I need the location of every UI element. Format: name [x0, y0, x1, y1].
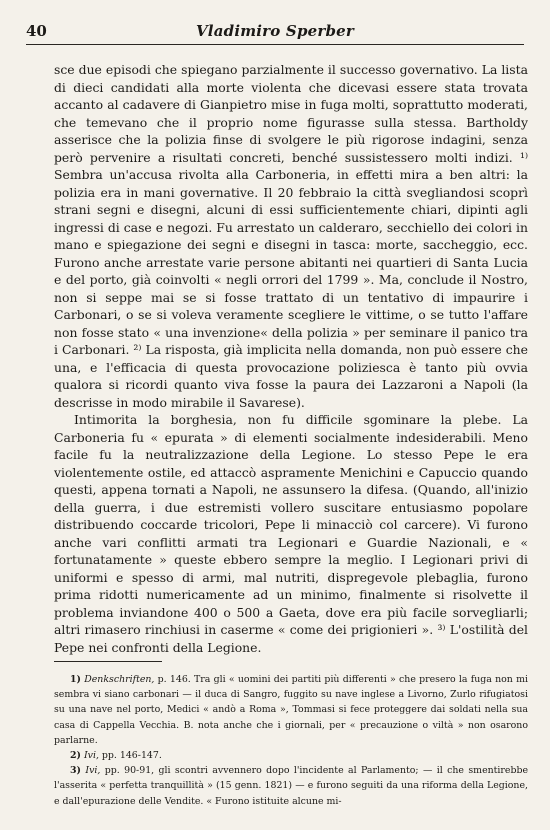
footnote-text: pp. 146-147.: [98, 750, 162, 762]
footnote-number: 3): [70, 765, 81, 777]
footnote-2: [54, 748, 528, 763]
footnote-source: Ivi,: [85, 765, 101, 777]
footnote-source: Ivi,: [83, 750, 99, 762]
footnote-number: 2): [70, 750, 81, 762]
header-rule: [26, 44, 524, 45]
paragraph-1: sce due episodi che spiegano parzialmente il successo governativo. La lista di dieci candidati alla morte violenta che dicevasi essere stata trovata accanto al cadavere di Gianpietro mise in fuga molti, soprattutto moderati, che temevano che il proprio nome figurasse sulla stessa. Bartholdy asserisce che la polizia finse di svolgere le più rigorose indagini, senza però pervenire a risultati concreti, benché sussistessero molti indizi. ¹⁾ Sembra un'accusa rivolta alla Carboneria, in effetti mira a ben altri: la polizia era in mani governative. Il 20 febbraio la città svegliandosi scoprì strani segni e disegni, alcuni di essi sufficientemente chiari, dipinti agli ingressi di case e negozi. Fu arrestato un calderaro, secchiello dei colori in mano e spiegazione dei segni e disegni in tasca: morte, saccheggio, ecc. Furono anche arrestate varie persone abitanti nei quartieri di Santa Lucia e del porto, già coinvolti « negli orrori del 1799 ». Ma, conclude il Nostro, non si seppe mai se si fosse trattato di un tentativo di impaurire i Carbonari, o se si voleva veramente scegliere le vittime, o se tutto l'affare non fosse stato « una invenzione« della polizia » per seminare il panico tra i Carbonari. ²⁾ La risposta, già implicita nella domanda, non può essere che una, e l'efficacia di questa provocazione poliziesca è tanto più ovvia qualora si ricordi quanto viva fosse la paura dei Lazzaroni a Napoli (la descrisse in modo mirabile il Savarese).: [54, 62, 528, 410]
footnote-source: Denkschriften,: [84, 674, 155, 685]
footnote-text: pp. 90-91, gli scontri avvennero dopo l'incidente al Parlamento; — il che smentirebbe l'asserita « perfetta tranquillità » (15 genn. 1821) — e furono seguiti da una riforma della Legione, e dall'epurazione delle Vendite. « Furono istituite alcune mi-: [54, 765, 528, 807]
footnotes: [54, 672, 528, 809]
footnote-rule: [54, 661, 162, 662]
running-head: Vladimiro Sperber: [195, 22, 355, 40]
page-header: [26, 22, 524, 44]
paragraph-2: Intimorita la borghesia, non fu difficile sgominare la plebe. La Carboneria fu « epurata » di elementi socialmente indesiderabili. Meno facile fu la neutralizzazione della Legione. Lo stesso Pepe le era violentemente ostile, ed attaccò aspramente Menichini e Capuccio quando questi, appena tornati a Napoli, ne assunsero la difesa. (Quando, all'inizio della guerra, i due estremisti vollero suscitare entusiasmo popolare distribuendo coccarde tricolori, Pepe li minacciò col carcere). Vi furono anche vari conflitti armati tra Legionari e Guardie Nazionali, e « fortunatamente » queste ebbero sempre la meglio. I Legionari privi di uniformi e spesso di armi, mal nutriti, dispregevole plebaglia, furono prima ridotti numericamente ad un minimo, finalmente si risolvette il problema inviandone 400 o 500 a Gaeta, dove era più facile sorvegliarli; altri rimasero rinchiusi in caserme « come dei prigionieri ». ³⁾ L'ostilità del Pepe nei confronti della Legione.: [54, 412, 528, 655]
footnote-text: p. 146. Tra gli « uomini dei partiti più differenti » che presero la fuga non mi sembra vi siano carbonari — il duca di Sangro, fuggito su nave inglese a Livorno, Zurlo rifugiatosi su una nave nel porto, Medici « andò a Roma », Tommasi si fece proteggere dai soldati nella sua casa di Cappella Vecchia. B. nota anche che i giornali, per « precauzione o viltà » non osarono parlarne.: [54, 674, 528, 746]
body-text: [54, 61, 528, 656]
footnote-1: [54, 672, 528, 748]
footnote-number: 1): [70, 674, 81, 685]
footnote-3: [54, 763, 528, 809]
page-number: 40: [26, 22, 47, 40]
